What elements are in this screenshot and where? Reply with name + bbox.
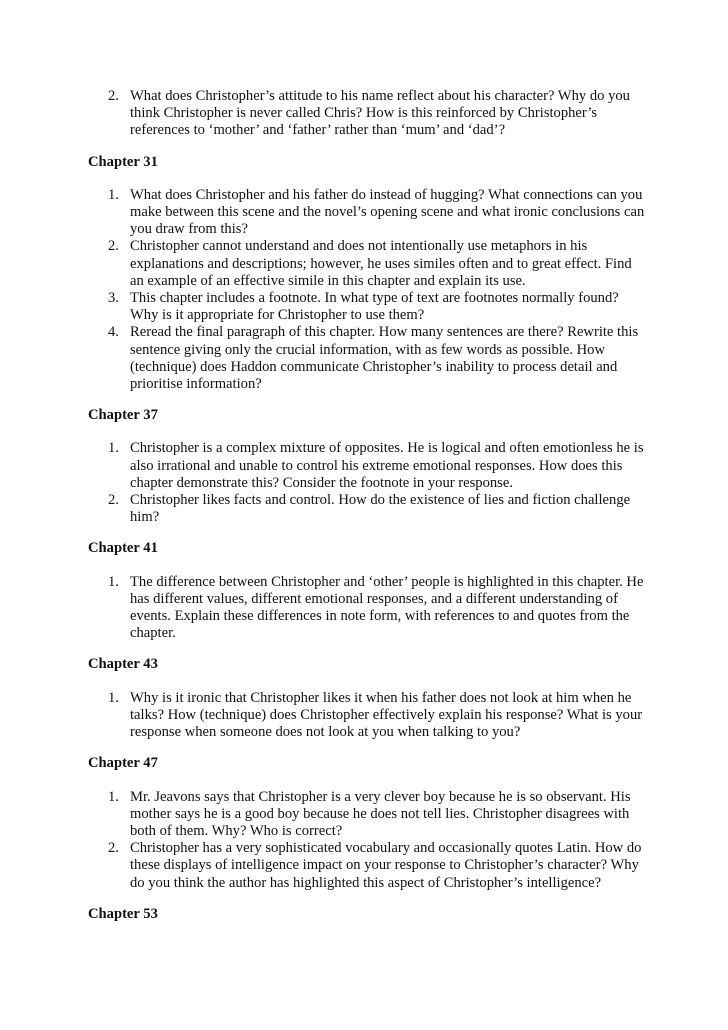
list-item (88, 440, 648, 492)
question-number: 1. (108, 788, 119, 805)
question-number: 2. (108, 238, 119, 255)
list-item (88, 574, 648, 643)
chapter-section (88, 755, 648, 891)
question-list (88, 440, 648, 526)
question-text: What does Christopher and his father do instead of hugging? What connections can you make between this scene and the novel’s opening scene and what ironic conclusions can you draw from this? (130, 186, 645, 238)
chapter-heading: Chapter 31 (88, 153, 158, 170)
question-number: 1. (108, 689, 119, 706)
question-text: The difference between Christopher and ‘other’ people is highlighted in this chapter. He has different values, different emotional responses, and a different understanding of events. Explain these differences in note form, with references to and quotes from the chapter. (130, 573, 644, 642)
list-item (88, 88, 648, 140)
question-number: 1. (108, 186, 119, 203)
question-number: 1. (108, 573, 119, 590)
chapter-heading: Chapter 53 (88, 905, 158, 922)
question-number: 4. (108, 324, 119, 341)
question-number: 2. (108, 88, 119, 104)
chapter-section (88, 154, 648, 394)
chapter-section (88, 540, 648, 642)
question-text: Christopher has a very sophisticated vocabulary and occasionally quotes Latin. How do these displays of intelligence impact on your response to Christopher’s character? Why do you think the author has highlighted this aspect of Christopher’s intelligence? (130, 840, 642, 891)
chapter-heading: Chapter 47 (88, 755, 158, 772)
list-item (88, 187, 648, 239)
question-number: 2. (108, 492, 119, 509)
list-item (88, 690, 648, 742)
question-text: This chapter includes a footnote. In what type of text are footnotes normally found? Why is it appropriate for Christopher to use them? (130, 290, 619, 324)
question-number: 1. (108, 440, 119, 457)
chapter-heading: Chapter 41 (88, 540, 158, 557)
chapter-section (88, 656, 648, 741)
chapter-section (88, 906, 648, 923)
question-text: What does Christopher’s attitude to his name reflect about his character? Why do you think Christopher is never called Chris? How is this reinforced by Christopher’s references to ‘mother’ and ‘father’ rather than ‘mum’ and ‘dad’? (130, 88, 630, 139)
list-item (88, 290, 648, 324)
question-text: Christopher likes facts and control. How do the existence of lies and fiction challenge him? (130, 492, 631, 526)
chapter-heading: Chapter 37 (88, 407, 158, 424)
question-text: Christopher cannot understand and does not intentionally use metaphors in his explanations and descriptions; however, he uses similes often and to great effect. Find an example of an effective simile in this chapter and explain its use. (130, 238, 632, 289)
list-item (88, 789, 648, 841)
chapter-section (88, 407, 648, 526)
intro-question-list (88, 88, 648, 140)
question-list (88, 187, 648, 393)
question-text: Christopher is a complex mixture of opposites. He is logical and often emotionless he is also irrational and unable to control his extreme emotional responses. How does this chapter demonstrate this? Consider the footnote in your response. (130, 440, 644, 491)
question-number: 2. (108, 840, 119, 857)
question-text: Reread the final paragraph of this chapter. How many sentences are there? Rewrite this sentence giving only the crucial information, with as few words as possible. How (technique) does Haddon communicate Christopher’s inability to process detail and prioritise information? (130, 324, 639, 393)
question-list (88, 690, 648, 742)
list-item (88, 492, 648, 526)
list-item (88, 238, 648, 290)
question-text: Mr. Jeavons says that Christopher is a very clever boy because he is so observant. His mother says he is a good boy because he does not tell lies. Christopher disagrees with both of them. Why? Who is correct? (130, 788, 631, 839)
chapter-heading: Chapter 43 (88, 656, 158, 673)
question-list (88, 789, 648, 892)
question-number: 3. (108, 290, 119, 307)
list-item (88, 840, 648, 892)
question-text: Why is it ironic that Christopher likes it when his father does not look at him when he talks? How (technique) does Christopher effectively explain his response? What is your response when someone does not look at you when talking to you? (130, 689, 643, 741)
list-item (88, 324, 648, 393)
question-list (88, 574, 648, 643)
